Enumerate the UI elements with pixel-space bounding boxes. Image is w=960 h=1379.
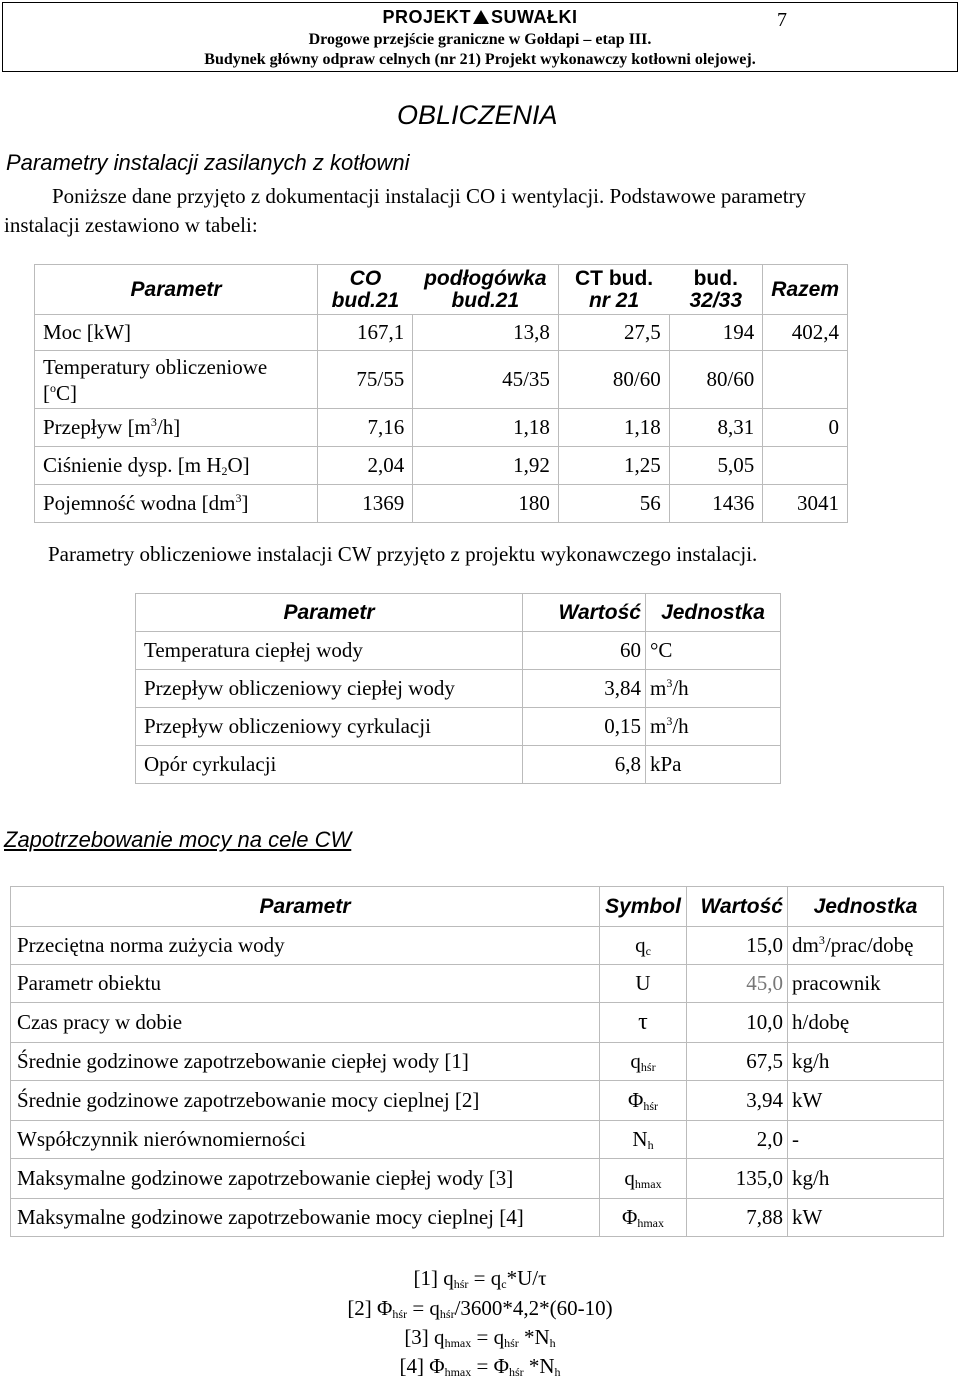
col-header-param: Parametr — [11, 887, 600, 927]
cw-power-demand-table — [10, 886, 944, 1237]
table-header-row — [11, 887, 944, 927]
table-row: Czas pracy w dobie τ 10,0 h/dobę — [11, 1003, 944, 1043]
boiler-parameters-table — [34, 264, 848, 523]
company-logo: PROJEKT SUWAŁKI — [382, 7, 578, 27]
col-header-b32: bud. 32/33 — [669, 265, 763, 315]
header-line-1: Drogowe przejście graniczne w Gołdapi – etap III. — [308, 31, 652, 48]
col-header-symbol: Symbol — [600, 887, 687, 927]
col-header-co: CO bud.21 — [318, 265, 413, 315]
logo-triangle-icon — [473, 10, 489, 24]
table-row: Maksymalne godzinowe zapotrzebowanie ciepłej wody [3] $q_{hmax}$ 135,0 kg/h — [11, 1159, 944, 1199]
col-header-param: Parametr — [136, 594, 523, 632]
header-line-2: Budynek główny odpraw celnych (nr 21) Projekt wykonawczy kotłowni olejowej. — [204, 51, 756, 68]
table-row: Przeciętna norma zużycia wody $q_c$ 15,0 $dm^3/prac$/dobę — [11, 927, 944, 965]
row-label: Pojemność wodna $[dm^3]$ — [35, 485, 318, 523]
table-row: Przepływ obliczeniowy cyrkulacji 0,15 $m^3/h$ — [136, 708, 781, 746]
table-row: Przepływ $[m^3/h]$ 7,16 1,18 1,18 8,31 0 — [35, 409, 848, 447]
cw-note: Parametry obliczeniowe instalacji CW przyjęto z projektu wykonawczego instalacji. — [48, 542, 758, 566]
row-label: Temperatury obliczeniowe [$^o$C] — [35, 351, 318, 409]
col-header-value: Wartość — [523, 594, 646, 632]
table-header-row — [136, 594, 781, 632]
formula-4: [4] $\Phi_{hmax} = \Phi_{hśr}$ $*N_h$ — [399, 1354, 561, 1379]
col-header-floor: podłogówka bud.21 — [413, 265, 559, 315]
formula-2: [2] $\Phi_{hśr} = q_{hśr}/3600*4,2*(60-10)$ — [347, 1296, 613, 1321]
table-row: Średnie godzinowe zapotrzebowanie mocy cieplnej [2] $\Phi_{hśr}$ 3,94 kW — [11, 1081, 944, 1121]
section-heading-1: Parametry instalacji zasilanych z kotłowni — [6, 150, 410, 175]
col-header-value: Wartość — [687, 887, 788, 927]
col-header-unit: Jednostka — [788, 887, 944, 927]
row-label: Moc [kW] — [35, 315, 318, 351]
col-header-total: Razem — [763, 265, 848, 315]
page-header — [2, 2, 958, 72]
col-header-ct: CT bud. nr 21 — [558, 265, 669, 315]
table-row: Współczynnik nierównomierności $N_h$ 2,0 - — [11, 1121, 944, 1159]
col-header-unit: Jednostka — [646, 594, 781, 632]
intro-line-2: instalacji zestawiono w tabeli: — [4, 213, 258, 237]
cw-parameters-table — [135, 593, 781, 784]
table-row: Moc [kW] 167,1 13,8 27,5 194 402,4 — [35, 315, 848, 351]
section-heading-2: Zapotrzebowanie mocy na cele CW — [4, 827, 352, 852]
table-row: Opór cyrkulacji 6,8 kPa — [136, 746, 781, 784]
table-row: Średnie godzinowe zapotrzebowanie ciepłej wody [1] $q_{hśr}$ 67,5 kg/h — [11, 1043, 944, 1081]
page-title: OBLICZENIA — [397, 100, 558, 130]
table-row: Parametr obiektu U 45,0 pracownik — [11, 965, 944, 1003]
table-row: Maksymalne godzinowe zapotrzebowanie mocy cieplnej [4] $\Phi_{hmax}$ 7,88 kW — [11, 1199, 944, 1237]
page-number: 7 — [777, 9, 787, 31]
row-label: Ciśnienie dysp. [m $H_2O$] — [35, 447, 318, 485]
table-row: Ciśnienie dysp. [m $H_2O$] 2,04 1,92 1,25 5,05 — [35, 447, 848, 485]
intro-line-1: Poniższe dane przyjęto z dokumentacji instalacji CO i wentylacji. Podstawowe parametry — [52, 184, 807, 208]
formula-3: [3] $q_{hmax} = q_{hśr}$ $*N_h$ — [404, 1325, 556, 1350]
table-header-row — [35, 265, 848, 315]
table-row: Przepływ obliczeniowy ciepłej wody 3,84 $m^3/h$ — [136, 670, 781, 708]
table-row: Temperatury obliczeniowe [$^o$C] 75/55 45/35 80/60 80/60 — [35, 351, 848, 409]
col-header-param: Parametr — [35, 265, 318, 315]
formula-1: [1] $q_{hśr} = q_c*U/\tau$ — [413, 1266, 547, 1291]
row-label: Przepływ $[m^3/h]$ — [35, 409, 318, 447]
table-row: Temperatura ciepłej wody 60 °C — [136, 632, 781, 670]
table-row: Pojemność wodna $[dm^3]$ 1369 180 56 1436 3041 — [35, 485, 848, 523]
